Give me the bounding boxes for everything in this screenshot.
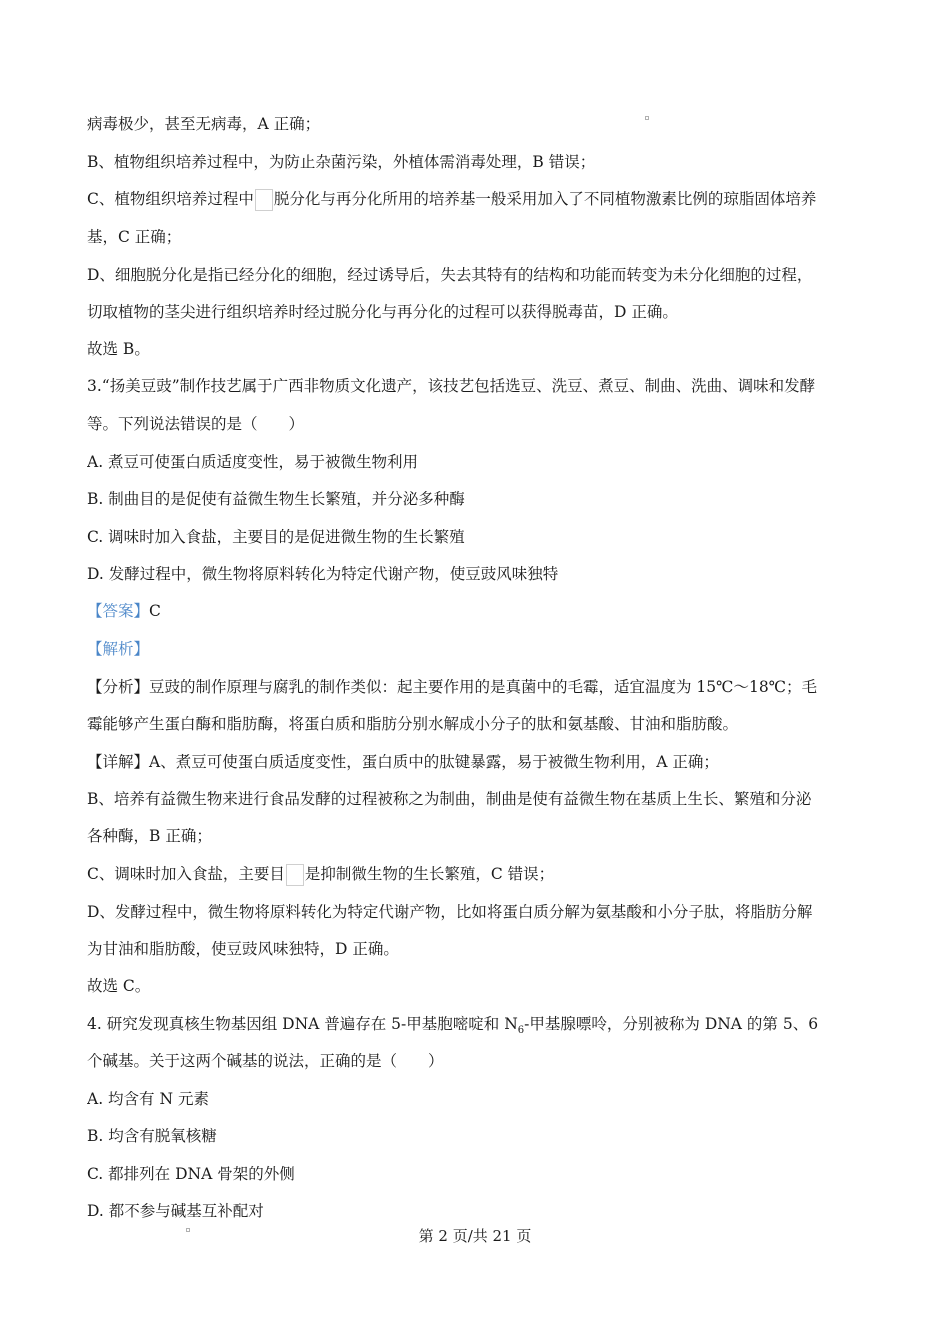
text-line: 切取植物的茎尖进行组织培养时经过脱分化与再分化的过程可以获得脱毒苗，D 正确。 bbox=[87, 303, 678, 321]
missing-char-box bbox=[286, 864, 304, 886]
question-4-stem bbox=[87, 1014, 877, 1034]
missing-char-box bbox=[255, 189, 273, 211]
text-line: 【详解】A、煮豆可使蛋白质适度变性，蛋白质中的肽键暴露，易于被微生物利用，A 正确； bbox=[87, 753, 719, 771]
text-fragment: -甲基腺嘌呤，分别被称为 DNA 的第 5、6 bbox=[524, 1015, 819, 1033]
option-d: D. 都不参与碱基互补配对 bbox=[87, 1202, 264, 1220]
answer-tag: 【答案】 bbox=[87, 602, 150, 620]
subscript: 6 bbox=[517, 1025, 525, 1034]
text-line: 各种酶，B 正确； bbox=[87, 827, 212, 845]
text-line: D、发酵过程中，微生物将原料转化为特定代谢产物，比如将蛋白质分解为氨基酸和小分子肽，将脂肪分解 bbox=[87, 903, 813, 921]
text-fragment: C、植物组织培养过程中 bbox=[87, 190, 254, 208]
text-line: 为甘油和脂肪酸，使豆豉风味独特，D 正确。 bbox=[87, 940, 399, 958]
text-fragment: 4. 研究发现真核生物基因组 DNA 普遍存在 5-甲基胞嘧啶和 N bbox=[87, 1015, 518, 1033]
text-line: D、细胞脱分化是指已经分化的细胞，经过诱导后，失去其特有的结构和功能而转变为未分化细胞的过程， bbox=[87, 266, 813, 284]
answer-line bbox=[87, 601, 877, 621]
option-c: C. 都排列在 DNA 骨架的外侧 bbox=[87, 1165, 295, 1183]
text-line: 个碱基。关于这两个碱基的说法，正确的是（ ） bbox=[87, 1052, 444, 1070]
analysis-tag: 【解析】 bbox=[87, 640, 150, 658]
text-line: B、植物组织培养过程中，为防止杂菌污染，外植体需消毒处理，B 错误； bbox=[87, 153, 596, 171]
option-a: A. 煮豆可使蛋白质适度变性，易于被微生物利用 bbox=[87, 453, 419, 471]
page-footer: 第 2 页/共 21 页 bbox=[418, 1227, 532, 1245]
text-line: 【分析】豆豉的制作原理与腐乳的制作类似：起主要作用的是真菌中的毛霉，适宜温度为 15℃～18℃；毛 bbox=[87, 678, 818, 696]
text-line: 故选 B。 bbox=[87, 340, 150, 358]
option-a: A. 均含有 N 元素 bbox=[87, 1090, 209, 1108]
text-line bbox=[87, 189, 877, 211]
text-line bbox=[87, 864, 877, 886]
option-c: C. 调味时加入食盐，主要目的是促进微生物的生长繁殖 bbox=[87, 528, 465, 546]
answer-value: C bbox=[149, 602, 161, 620]
text-fragment: C、调味时加入食盐，主要目 bbox=[87, 865, 285, 883]
option-b: B. 均含有脱氧核糖 bbox=[87, 1127, 217, 1145]
text-fragment: 是抑制微生物的生长繁殖，C 错误； bbox=[304, 865, 555, 883]
analysis-line bbox=[87, 639, 877, 659]
text-line: 霉能够产生蛋白酶和脂肪酶，将蛋白质和脂肪分别水解成小分子的肽和氨基酸、甘油和脂肪酸。 bbox=[87, 715, 739, 733]
option-b: B. 制曲目的是促使有益微生物生长繁殖，并分泌多种酶 bbox=[87, 490, 465, 508]
text-line: B、培养有益微生物来进行食品发酵的过程被称之为制曲，制曲是使有益微生物在基质上生长、繁殖和分泌 bbox=[87, 790, 812, 808]
text-line: 病毒极少，甚至无病毒，A 正确； bbox=[87, 115, 321, 133]
question-3-stem: 3.“扬美豆豉”制作技艺属于广西非物质文化遗产，该技艺包括选豆、洗豆、煮豆、制曲、洗曲、调味和发酵 bbox=[87, 377, 816, 395]
text-line: 基，C 正确； bbox=[87, 228, 182, 246]
text-line: 等。下列说法错误的是（ ） bbox=[87, 415, 305, 433]
option-d: D. 发酵过程中，微生物将原料转化为特定代谢产物，使豆豉风味独特 bbox=[87, 565, 559, 583]
text-line: 故选 C。 bbox=[87, 977, 151, 995]
text-fragment: 脱分化与再分化所用的培养基一般采用加入了不同植物激素比例的琼脂固体培养 bbox=[273, 190, 817, 208]
